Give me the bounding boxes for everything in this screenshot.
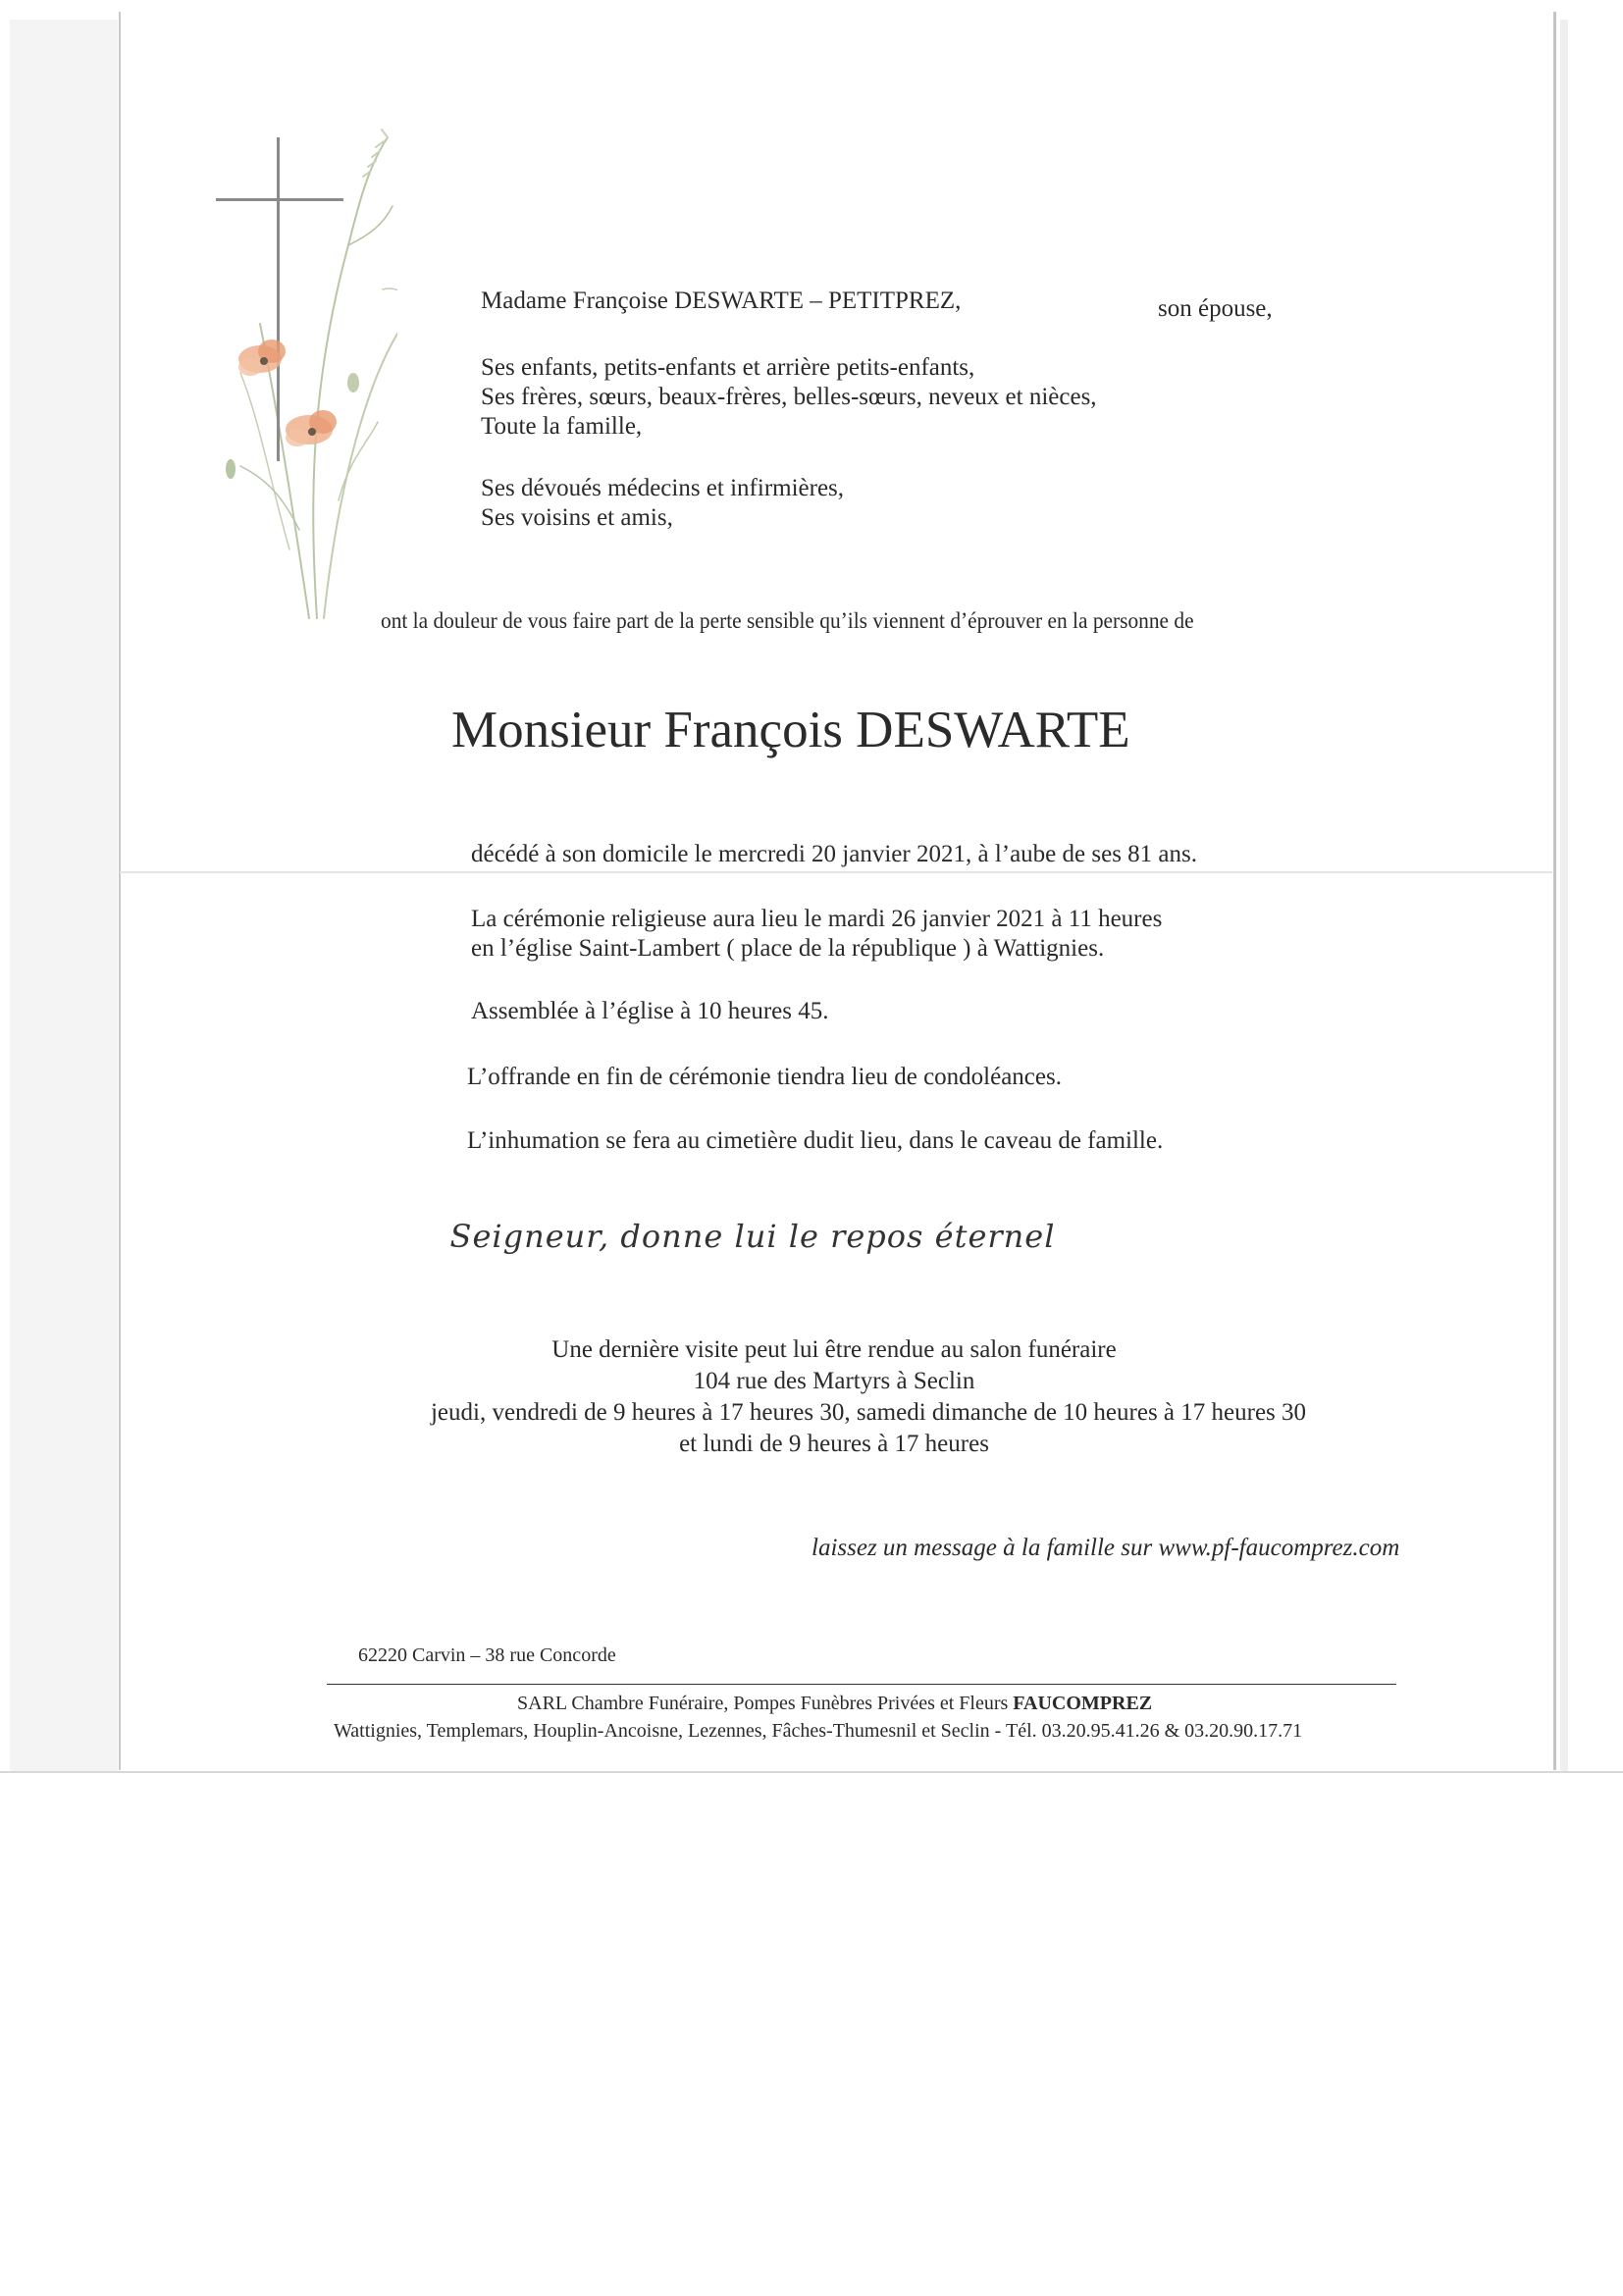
- web-message: laissez un message à la famille sur www.pf-faucomprez.com: [812, 1535, 1400, 1561]
- scanner-background: [0, 1774, 1623, 2296]
- others-line-1: Ses dévoués médecins et infirmières,: [481, 475, 845, 501]
- ceremony-line-1: La cérémonie religieuse aura lieu le mardi 26 janvier 2021 à 11 heures: [471, 906, 1163, 932]
- ceremony-line-2: en l’église Saint-Lambert ( place de la république ) à Wattignies.: [471, 935, 1105, 962]
- visit-line-1: Une dernière visite peut lui être rendue au salon funéraire: [551, 1336, 1117, 1363]
- prayer-text: Seigneur, donne lui le repos éternel: [449, 1218, 1056, 1255]
- spouse-line: Madame Françoise DESWARTE – PETITPREZ,: [481, 287, 962, 314]
- cross-and-poppies-icon: [201, 128, 397, 628]
- family-line-2: Ses frères, sœurs, beaux-frères, belles-sœurs, neveux et nièces,: [481, 384, 1097, 410]
- footer-company-name: FAUCOMPREZ: [1013, 1693, 1153, 1714]
- assembly-line: Assemblée à l’église à 10 heures 45.: [471, 998, 829, 1024]
- death-line: décédé à son domicile le mercredi 20 janvier 2021, à l’aube de ses 81 ans.: [471, 841, 1198, 867]
- offering-line: L’offrande en fin de cérémonie tiendra lieu de condoléances.: [467, 1064, 1062, 1090]
- visit-line-4: et lundi de 9 heures à 17 heures: [679, 1431, 989, 1457]
- spouse-role: son épouse,: [1158, 295, 1273, 322]
- footer-divider: [327, 1684, 1396, 1685]
- footer-locations: Wattignies, Templemars, Houplin-Ancoisne, Lezennes, Fâches-Thumesnil et Seclin - Tél. 03.20.95.41.26 & 03.20.90.17.71: [334, 1720, 1303, 1742]
- intro-line: ont la douleur de vous faire part de la perte sensible qu’ils viennent d’éprouver en la personne de: [381, 608, 1194, 633]
- family-line-3: Toute la famille,: [481, 413, 643, 440]
- sheet-edge-right: [1553, 12, 1556, 1770]
- visit-line-2: 104 rue des Martyrs à Seclin: [693, 1368, 975, 1394]
- footer-address: 62220 Carvin – 38 rue Concorde: [358, 1644, 616, 1666]
- family-line-1: Ses enfants, petits-enfants et arrière petits-enfants,: [481, 354, 975, 381]
- scan-shadow-left: [10, 20, 118, 1771]
- others-line-2: Ses voisins et amis,: [481, 504, 673, 531]
- sheet-edge-left: [119, 12, 121, 1770]
- footer-company: [517, 1692, 1152, 1715]
- deceased-name: Monsieur François DESWARTE: [451, 702, 1130, 758]
- sheet-edge-bottom: [0, 1771, 1623, 1773]
- burial-line: L’inhumation se fera au cimetière dudit lieu, dans le caveau de famille.: [467, 1127, 1164, 1154]
- paper-fold-line: [120, 871, 1552, 873]
- visit-line-3: jeudi, vendredi de 9 heures à 17 heures 30, samedi dimanche de 10 heures à 17 heures 30: [430, 1399, 1307, 1426]
- footer-company-prefix: SARL Chambre Funéraire, Pompes Funèbres Privées et Fleurs: [517, 1693, 1009, 1714]
- scan-shadow-right: [1560, 20, 1568, 1771]
- prayer-line: [0, 1217, 1623, 1256]
